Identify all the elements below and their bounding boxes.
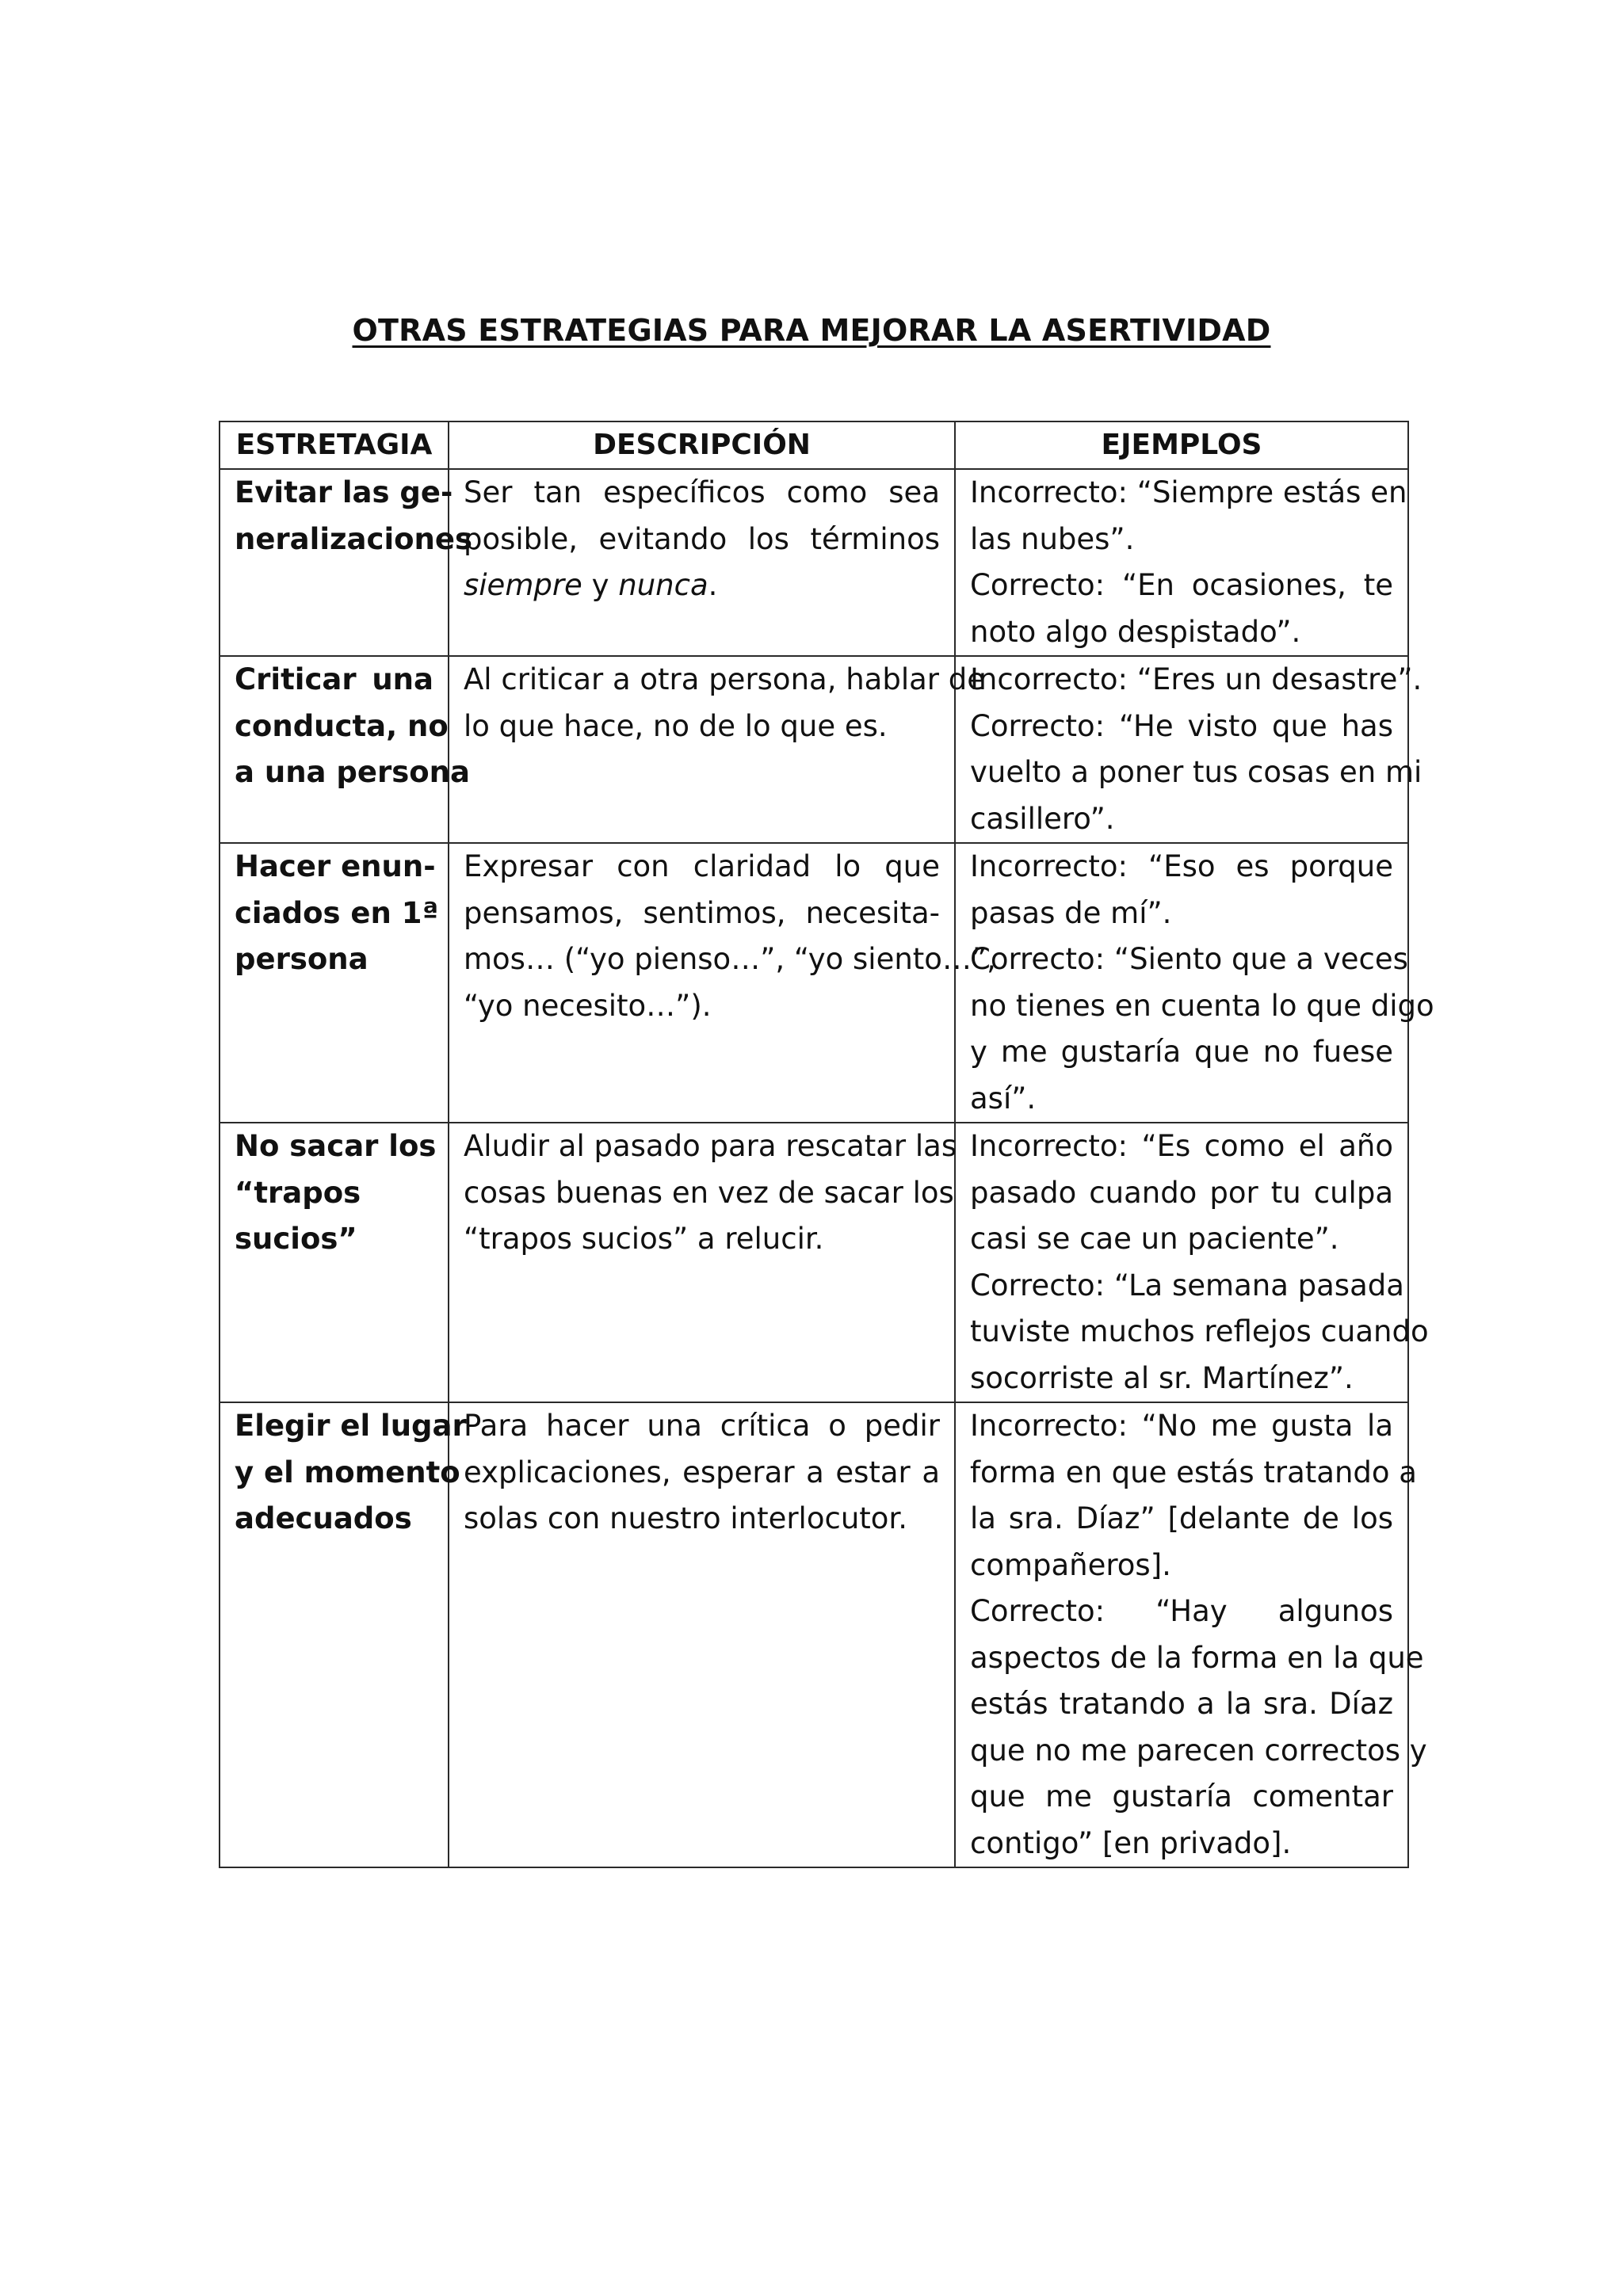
cell-line: mos… (“yo pienso…”, “yo siento…”, bbox=[464, 942, 996, 976]
cell-line: que me gustaría comentar bbox=[970, 1779, 1393, 1814]
cell-line: Incorrecto: “Es como el año bbox=[970, 1129, 1393, 1163]
strategy-cell bbox=[220, 1123, 449, 1402]
examples-cell bbox=[955, 1123, 1429, 1402]
cell-line: Aludir al pasado para rescatar las bbox=[464, 1129, 957, 1163]
cell-line: Criticar una bbox=[235, 662, 433, 696]
cell-line: casillero”. bbox=[970, 801, 1115, 836]
cell-line: Para hacer una crítica o pedir bbox=[464, 1409, 940, 1443]
description-cell bbox=[449, 843, 996, 1123]
cell-line: así”. bbox=[970, 1081, 1037, 1116]
cell-line: y me gustaría que no fuese bbox=[970, 1035, 1393, 1069]
period-text: . bbox=[708, 568, 718, 602]
table-header-row bbox=[220, 421, 1408, 469]
cell-line: Hacer enun- bbox=[235, 849, 436, 883]
strategy-cell bbox=[220, 1402, 467, 1867]
cell-line: Incorrecto: “No me gusta la bbox=[970, 1409, 1393, 1443]
examples-cell bbox=[955, 656, 1423, 843]
cell-line: No sacar los bbox=[235, 1129, 437, 1163]
cell-line: contigo” [en privado]. bbox=[970, 1825, 1292, 1860]
cell-line: pasado cuando por tu culpa bbox=[970, 1175, 1393, 1210]
cell-line: casi se cae un paciente”. bbox=[970, 1222, 1339, 1256]
table-row bbox=[220, 843, 1408, 1123]
cell-line: no tienes en cuenta lo que digo bbox=[970, 988, 1434, 1023]
cell-line: que no me parecen correctos y bbox=[970, 1733, 1427, 1768]
table-row bbox=[220, 1123, 1408, 1402]
strategy-cell bbox=[220, 843, 449, 1123]
cell-line: Elegir el lugar bbox=[235, 1409, 467, 1443]
term-siempre: siempre bbox=[464, 568, 582, 602]
header-examples: EJEMPLOS bbox=[955, 421, 1408, 469]
cell-line: solas con nuestro interlocutor. bbox=[464, 1501, 907, 1535]
description-cell bbox=[449, 1123, 955, 1402]
conjunction-text: y bbox=[582, 568, 619, 602]
table-row bbox=[220, 656, 1408, 843]
table-row bbox=[220, 1402, 1408, 1867]
cell-line: ciados en 1ª bbox=[235, 895, 439, 930]
description-cell bbox=[449, 469, 955, 656]
cell-line: noto algo despistado”. bbox=[970, 614, 1301, 649]
cell-line: lo que hace, no de lo que es. bbox=[464, 708, 888, 743]
cell-line: pasas de mí”. bbox=[970, 895, 1172, 930]
cell-line: Correcto: “Hay algunos bbox=[970, 1594, 1393, 1628]
cell-line: “yo necesito…”). bbox=[464, 988, 712, 1023]
cell-line: vuelto a poner tus cosas en mi bbox=[970, 755, 1423, 789]
examples-cell bbox=[955, 469, 1408, 656]
cell-line: a una persona bbox=[235, 755, 470, 789]
cell-line: forma en que estás tratando a bbox=[970, 1455, 1417, 1489]
strategy-cell bbox=[220, 656, 470, 843]
cell-line: Correcto: “He visto que has bbox=[970, 708, 1393, 743]
cell-line: aspectos de la forma en la que bbox=[970, 1640, 1424, 1675]
header-description: DESCRIPCIÓN bbox=[449, 421, 955, 469]
cell-line: la sra. Díaz” [delante de los bbox=[970, 1501, 1393, 1535]
description-cell bbox=[449, 656, 985, 843]
cell-line: las nubes”. bbox=[970, 521, 1135, 556]
cell-line: Incorrecto: “Eso es porque bbox=[970, 849, 1393, 883]
cell-line: sucios” bbox=[235, 1222, 357, 1256]
cell-line: Al criticar a otra persona, hablar de bbox=[464, 662, 985, 696]
cell-line: Correcto: “En ocasiones, te bbox=[970, 568, 1393, 602]
cell-line: posible, evitando los términos bbox=[464, 521, 940, 556]
cell-line: Correcto: “La semana pasada bbox=[970, 1268, 1404, 1302]
cell-line: adecuados bbox=[235, 1501, 412, 1535]
cell-line: persona bbox=[235, 942, 369, 976]
cell-line: explicaciones, esperar a estar a bbox=[464, 1455, 940, 1489]
strategies-table bbox=[219, 421, 1434, 1868]
examples-cell bbox=[955, 843, 1434, 1123]
term-nunca: nunca bbox=[618, 568, 708, 602]
cell-line: Correcto: “Siento que a veces bbox=[970, 942, 1408, 976]
cell-line: estás tratando a la sra. Díaz bbox=[970, 1687, 1393, 1721]
cell-line: compañeros]. bbox=[970, 1547, 1171, 1582]
cell-line: tuviste muchos reflejos cuando bbox=[970, 1314, 1429, 1348]
cell-line: cosas buenas en vez de sacar los bbox=[464, 1175, 954, 1210]
cell-line: y el momento bbox=[235, 1455, 460, 1489]
table-row bbox=[220, 469, 1408, 656]
cell-line: “trapos sucios” a relucir. bbox=[464, 1222, 824, 1256]
strategy-cell bbox=[220, 469, 473, 656]
cell-line: “trapos bbox=[235, 1175, 361, 1210]
cell-line: Ser tan específicos como sea bbox=[464, 475, 940, 509]
page-title: OTRAS ESTRATEGIAS PARA MEJORAR LA ASERTIVIDAD bbox=[352, 313, 1271, 348]
cell-line: Incorrecto: “Eres un desastre”. bbox=[970, 662, 1423, 696]
cell-line: Expresar con claridad lo que bbox=[464, 849, 940, 883]
cell-line: conducta, no bbox=[235, 708, 449, 743]
cell-line: Incorrecto: “Siempre estás en bbox=[970, 475, 1407, 509]
examples-cell bbox=[955, 1402, 1427, 1867]
cell-line: socorriste al sr. Martínez”. bbox=[970, 1360, 1354, 1395]
description-cell bbox=[449, 1402, 955, 1867]
cell-line bbox=[464, 563, 940, 609]
cell-line: Evitar las ge- bbox=[235, 475, 453, 509]
cell-line: pensamos, sentimos, necesita- bbox=[464, 895, 940, 930]
cell-line: neralizaciones bbox=[235, 521, 473, 556]
header-strategy: ESTRETAGIA bbox=[220, 421, 449, 469]
